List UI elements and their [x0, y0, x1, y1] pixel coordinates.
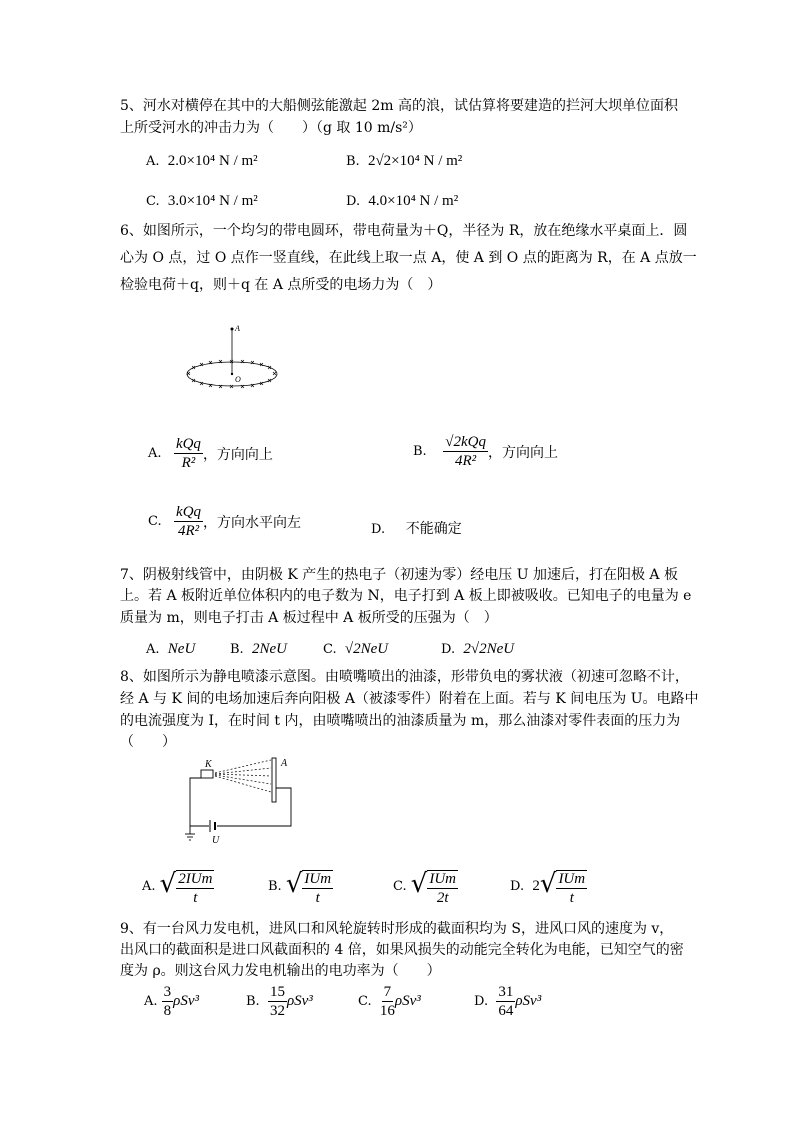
- q9-option-d-label: D.: [474, 994, 489, 1009]
- q6-stem-line2: 心为 O 点，过 O 点作一竖直线，在此线上取一点 A，使 A 到 O 点的距离为 R，在 A 点放一: [120, 250, 697, 266]
- circuit-wire-left: [190, 778, 209, 826]
- q9-option-a-fraction: $\frac{3}{8}$: [163, 984, 172, 1019]
- voltage-u-label: U: [212, 835, 220, 846]
- q7-stem-line2: 上。若 A 板附近单位体积内的电子数为 N，电子打到 A 板上即被吸收。已知电子的电量为 e: [120, 588, 692, 604]
- q5-option-b-label: B.: [346, 154, 360, 169]
- point-a-label: A: [235, 324, 240, 333]
- q6-option-c-label: C.: [148, 514, 162, 529]
- q9-option-d-expr: ρSv³: [515, 993, 542, 1009]
- q6-option-b-direction: ，方向向上: [487, 444, 558, 461]
- q7-option-b-value: 2NeU: [251, 641, 287, 657]
- q8-option-d-coefficient: 2: [532, 877, 540, 894]
- spray-lines: [215, 760, 271, 792]
- q9-option-c-expr: ρSv³: [394, 993, 421, 1009]
- q5-stem-line1: 5、河水对横停在其中的大船侧弦能激起 2m 高的浪，试估算将要建造的拦河大坝单位面积: [120, 98, 678, 114]
- q5-option-b: [346, 153, 462, 170]
- q7-option-d-label: D.: [441, 642, 456, 657]
- circuit-wire-right: [217, 788, 291, 826]
- q8-option-b-sqrt: √ $\frac{\text{IUm}}{t}$: [285, 869, 332, 906]
- q9-option-b-label: B.: [246, 994, 260, 1009]
- q6-option-a: [148, 436, 273, 471]
- q5-stem-line2: 上所受河水的冲击力为（ ）（g 取 10 m/s²）: [120, 120, 422, 136]
- q8-option-c: [393, 866, 458, 906]
- q7-option-c: [323, 641, 388, 658]
- q8-option-c-sqrt: √ $\frac{\text{IUm}}{2t}$: [410, 869, 457, 906]
- q7-option-d-value: 2√2NeU: [463, 641, 515, 657]
- q8-option-b-label: B.: [268, 878, 282, 894]
- nozzle-k: [201, 770, 213, 778]
- q8-option-a-sqrt: √ $\frac{\text{2IUm}}{t}$: [159, 869, 213, 906]
- q8-option-d-label: D.: [510, 878, 525, 894]
- q7-option-a-label: A.: [146, 642, 160, 657]
- q8-option-d-sqrt: √ $\frac{\text{IUm}}{t}$: [539, 869, 586, 906]
- q7-option-c-label: C.: [323, 642, 337, 657]
- q9-option-a-label: A.: [144, 994, 158, 1009]
- point-o-label: O: [235, 375, 241, 384]
- q6-option-d: [371, 518, 462, 538]
- q8-option-a: [142, 866, 214, 906]
- q5-option-c-label: C.: [146, 194, 160, 209]
- q5-option-a-value: 2.0×10⁴ N / m²: [167, 153, 258, 169]
- spray-painting-figure: [185, 756, 300, 848]
- q8-stem-line1: 8、如图所示为静电喷漆示意图。由喷嘴喷出的油漆，形带负电的雾状液（初速可忽略不计，: [120, 669, 689, 685]
- q5-option-c-value: 3.0×10⁴ N / m²: [167, 193, 258, 209]
- q6-option-c-fraction: $\frac{\text{kQq}}{\text{4R²}}$: [176, 504, 202, 539]
- anode-plate-a: [272, 758, 276, 802]
- q5-option-d-label: D.: [346, 194, 361, 209]
- anode-a-label: A: [281, 758, 288, 769]
- q5-option-a-label: A.: [146, 154, 160, 169]
- point-o-dot: [231, 373, 233, 375]
- q7-option-a-value: NeU: [167, 641, 196, 657]
- q6-option-d-text: 不能确定: [405, 521, 462, 537]
- point-a-dot: [231, 328, 234, 331]
- q8-option-d: [510, 866, 587, 906]
- q7-option-a: [146, 641, 195, 658]
- nozzle-k-label: K: [205, 759, 212, 770]
- q8-stem-line4: （ ）: [120, 734, 176, 750]
- q6-option-a-direction: ，方向向上: [202, 446, 273, 463]
- q6-stem-line1: 6、如图所示，一个均匀的带电圆环，带电荷量为＋Q，半径为 R，放在绝缘水平桌面上．圆: [120, 223, 688, 239]
- q9-stem-line2: 出风口的截面积是进口风截面积的 4 倍，如果风损失的动能完全转化为电能，已知空气的密: [120, 942, 684, 958]
- q6-option-d-label: D.: [371, 522, 386, 537]
- q6-option-b-label: B.: [413, 444, 427, 459]
- q5-option-a: [146, 153, 258, 170]
- q5-option-d-value: 4.0×10⁴ N / m²: [368, 193, 459, 209]
- q7-option-b: [230, 641, 287, 658]
- q6-option-b: [413, 434, 558, 469]
- q5-option-c: [146, 193, 258, 210]
- q9-option-b: [246, 984, 313, 1019]
- q8-option-b: [268, 866, 333, 906]
- charged-ring-figure: [180, 322, 290, 397]
- q9-option-b-fraction: $\frac{15}{32}$: [269, 984, 285, 1019]
- q5-option-d: [346, 193, 458, 210]
- q9-option-c-label: C.: [358, 994, 372, 1009]
- q9-option-d-fraction: $\frac{31}{64}$: [498, 984, 514, 1019]
- q9-option-b-expr: ρSv³: [286, 993, 313, 1009]
- q6-option-c: [148, 504, 301, 539]
- q6-stem-line3: 检验电荷＋q，则＋q 在 A 点所受的电场力为（ ）: [120, 277, 442, 293]
- q5-option-b-value: 2√2×10⁴ N / m²: [367, 153, 463, 169]
- q9-option-a: [144, 984, 199, 1019]
- q7-stem-line3: 质量为 m，则电子打击 A 板过程中 A 板所受的压强为（ ）: [120, 610, 498, 626]
- q9-option-c: [358, 984, 421, 1019]
- q7-stem-line1: 7、阴极射线管中，由阴极 K 产生的热电子（初速为零）经电压 U 加速后，打在阳极 A 板: [120, 567, 678, 583]
- q9-option-a-expr: ρSv³: [173, 993, 200, 1009]
- q9-stem-line1: 9、有一台风力发电机，进风口和风轮旋转时形成的截面积均为 S，进风口风的速度为 v，: [120, 921, 674, 937]
- q8-stem-line3: 的电流强度为 I，在时间 t 内，由喷嘴喷出的油漆质量为 m，那么油漆对零件表面的压力为: [120, 713, 681, 729]
- q8-stem-line2: 经 A 与 K 间的电场加速后奔向阳极 A（被漆零件）附着在上面。若与 K 间电压为 U。电路中: [120, 691, 699, 707]
- q6-option-b-fraction: $\frac{\text{√2kQq}}{\text{4R²}}$: [445, 434, 486, 469]
- q6-option-a-fraction: $\frac{\text{kQq}}{\text{R²}}$: [175, 436, 201, 471]
- q8-option-a-label: A.: [142, 878, 156, 894]
- q7-option-c-value: √2NeU: [344, 641, 389, 657]
- q6-option-c-direction: ，方向水平向左: [203, 514, 302, 531]
- q9-option-c-fraction: $\frac{7}{16}$: [379, 984, 395, 1019]
- q7-option-d: [441, 641, 514, 658]
- q7-option-b-label: B.: [230, 642, 244, 657]
- q8-option-c-label: C.: [393, 878, 407, 894]
- q9-option-d: [474, 984, 541, 1019]
- q9-stem-line3: 度为 ρ。则这台风力发电机输出的电功率为（ ）: [120, 963, 441, 979]
- q6-option-a-label: A.: [148, 446, 162, 461]
